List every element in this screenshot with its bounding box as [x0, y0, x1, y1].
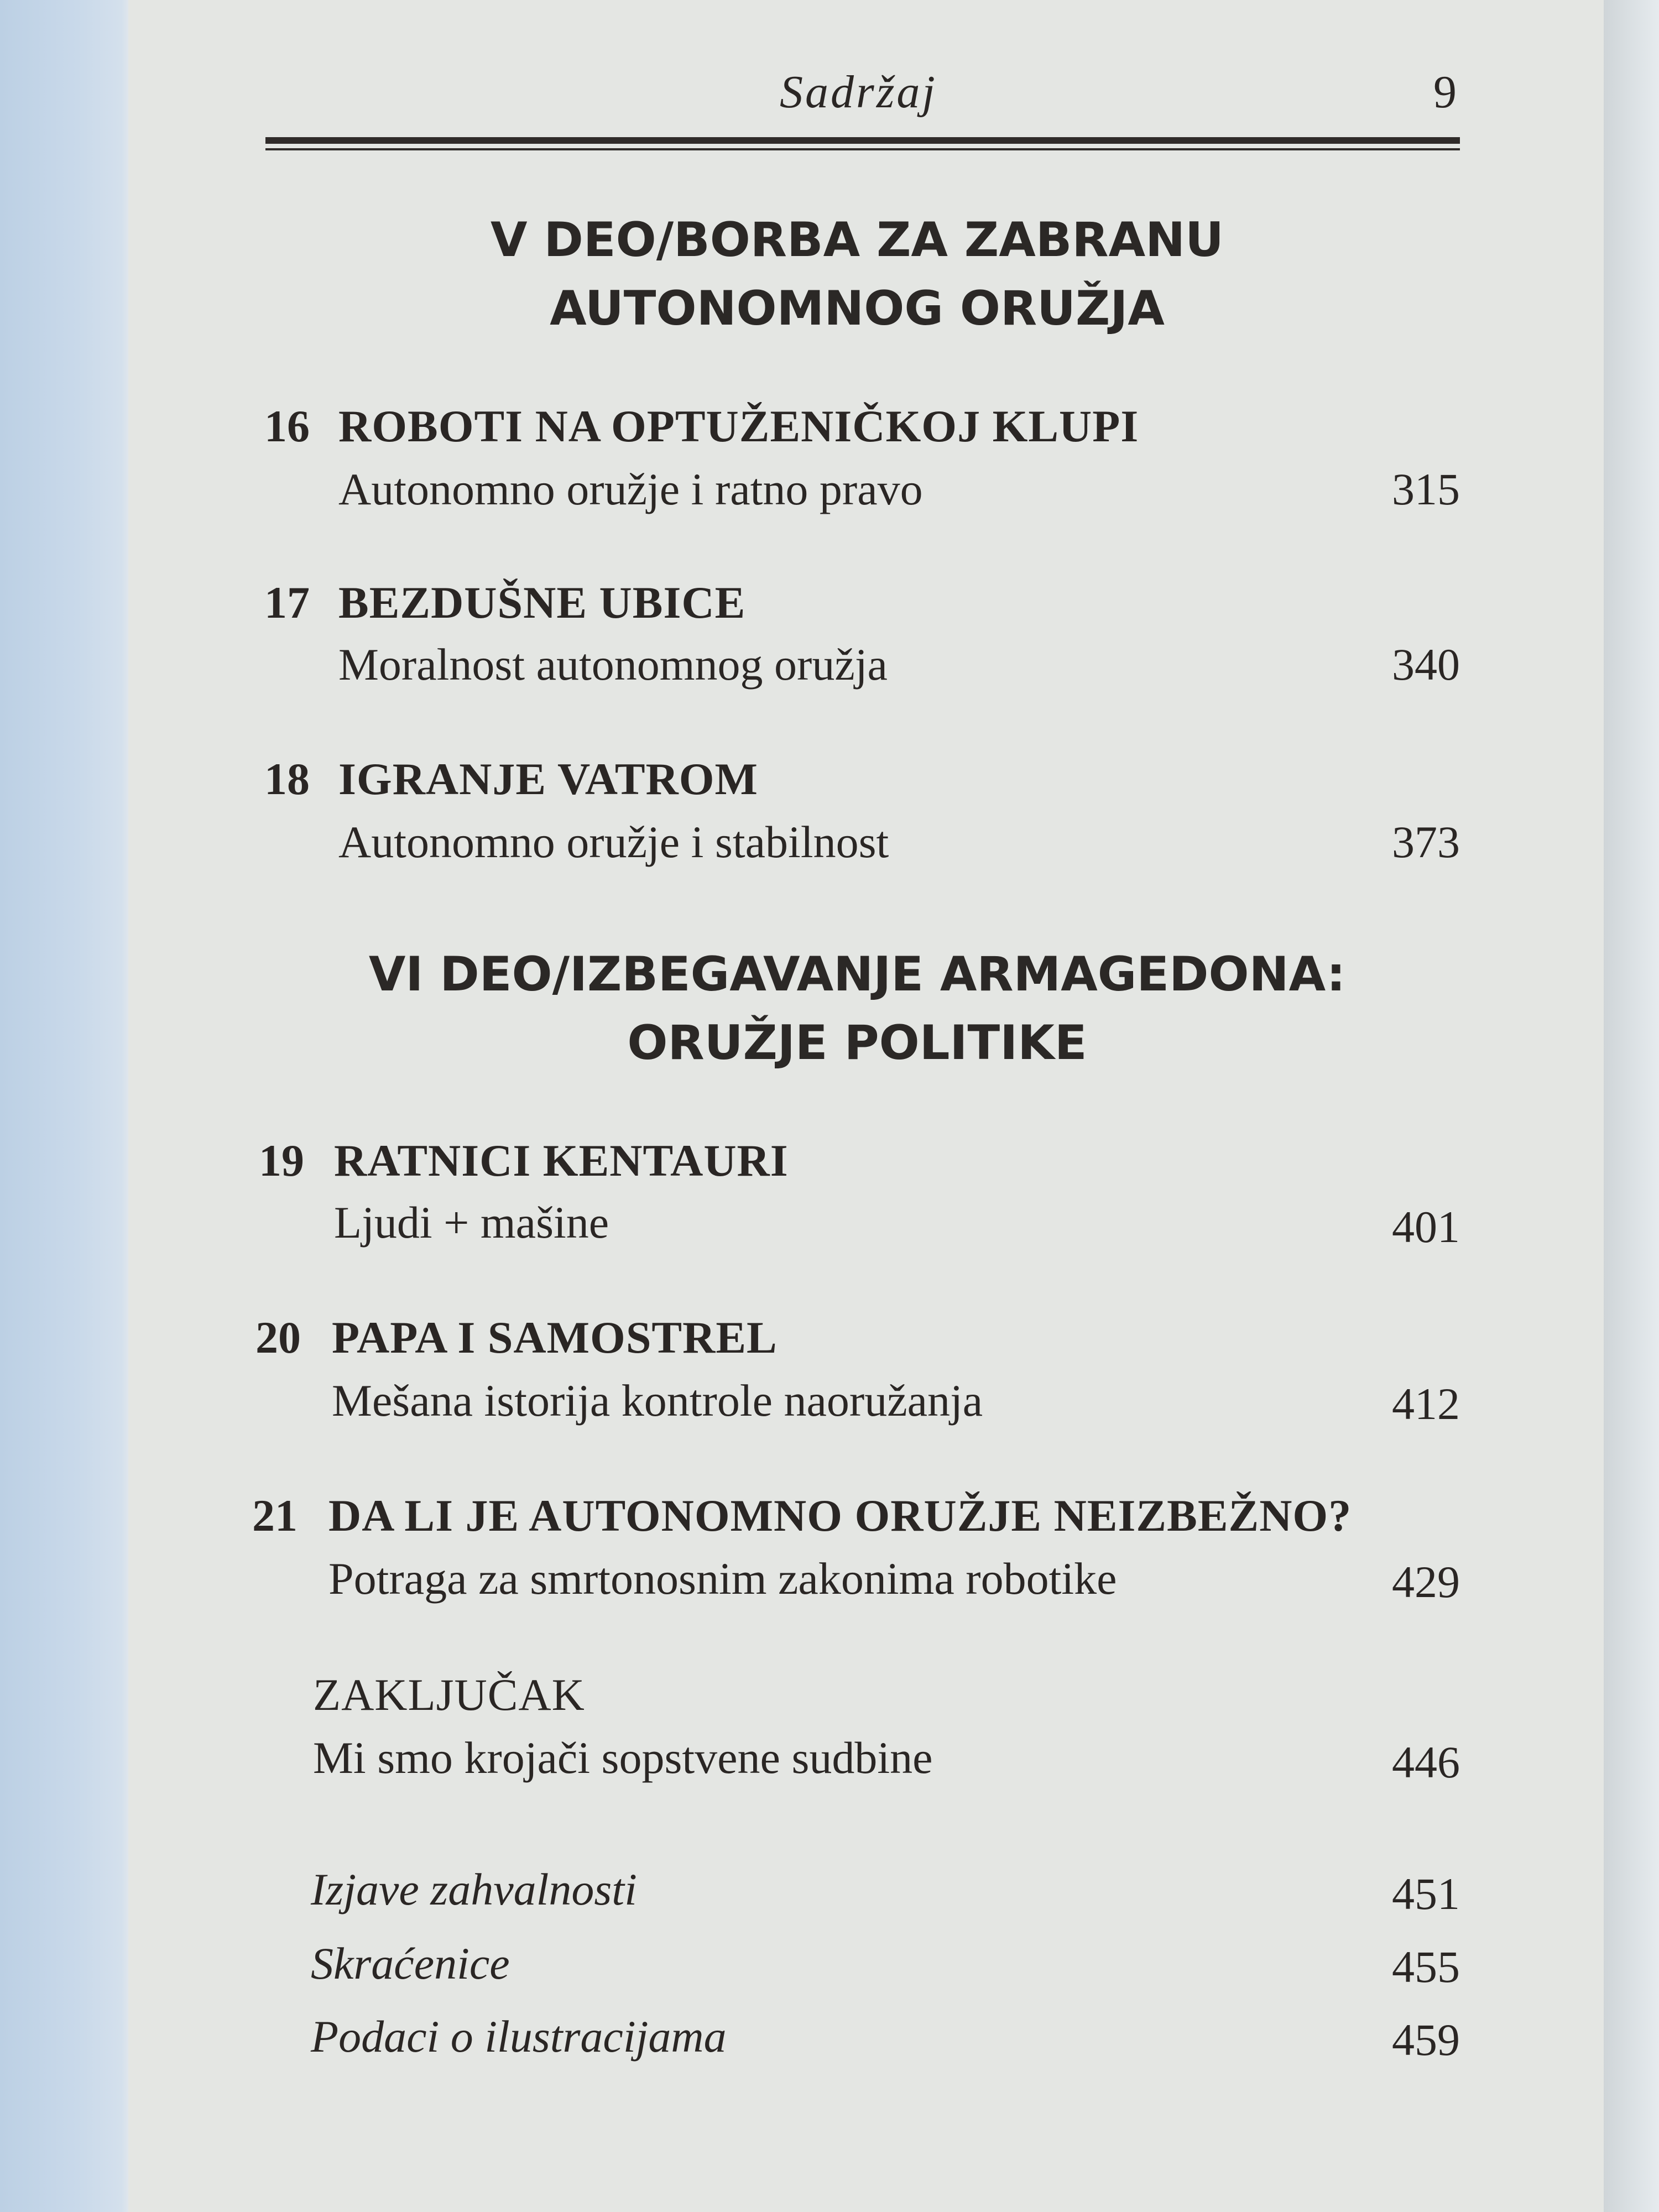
chapter-page: 315: [1392, 464, 1460, 514]
chapter-page: 429: [1392, 1557, 1460, 1607]
chapter-title: RATNICI KENTAURI: [334, 1135, 789, 1186]
part-heading: [260, 940, 1454, 1077]
back-matter-page: 459: [1392, 2015, 1460, 2065]
part-heading-line: ORUŽJE POLITIKE: [627, 1015, 1087, 1071]
part-heading-line: VI DEO/IZBEGAVANJE ARMAGEDONA:: [368, 947, 1346, 1002]
conclusion-page: 446: [1392, 1737, 1460, 1787]
back-matter-page: 451: [1392, 1869, 1460, 1919]
chapter-subtitle: Autonomno oružje i ratno pravo: [338, 464, 923, 514]
back-matter-title: Izjave zahvalnosti: [311, 1864, 637, 1914]
header-rule: [265, 137, 1460, 144]
chapter-title: DA LI JE AUTONOMNO ORUŽJE NEIZBEŽNO?: [328, 1490, 1352, 1541]
back-matter-page: 455: [1392, 1942, 1460, 1992]
chapter-subtitle: Moralnost autonomnog oružja: [338, 639, 888, 690]
chapter-number: 19: [259, 1135, 304, 1186]
chapter-number: 21: [252, 1490, 298, 1541]
part-heading: [260, 206, 1454, 343]
chapter-subtitle: Mešana istorija kontrole naoružanja: [332, 1375, 983, 1426]
back-matter-title: Podaci o ilustracijama: [311, 2011, 727, 2062]
back-matter-title: Skraćenice: [311, 1938, 510, 1989]
chapter-title: ROBOTI NA OPTUŽENIČKOJ KLUPI: [338, 401, 1139, 451]
chapter-page: 412: [1392, 1379, 1460, 1429]
chapter-title: BEZDUŠNE UBICE: [338, 577, 746, 628]
chapter-page: 340: [1392, 639, 1460, 690]
chapter-subtitle: Ljudi + mašine: [334, 1197, 609, 1248]
chapter-number: 16: [264, 401, 310, 451]
part-heading-line: AUTONOMNOG ORUŽJA: [550, 281, 1165, 336]
chapter-page: 373: [1392, 817, 1460, 867]
header-rule-thin: [265, 148, 1460, 150]
chapter-number: 18: [264, 754, 310, 804]
chapter-title: PAPA I SAMOSTREL: [332, 1312, 778, 1363]
chapter-title: IGRANJE VATROM: [338, 754, 758, 804]
part-heading-line: V DEO/BORBA ZA ZABRANU: [491, 212, 1224, 268]
chapter-subtitle: Potraga za smrtonosnim zakonima robotike: [328, 1553, 1117, 1604]
running-title: Sadržaj: [780, 66, 937, 118]
chapter-page: 401: [1392, 1202, 1460, 1252]
conclusion-title: ZAKLJUČAK: [313, 1670, 585, 1720]
conclusion-subtitle: Mi smo krojači sopstvene sudbine: [313, 1733, 933, 1783]
page-edge: [1604, 0, 1659, 2212]
chapter-number: 17: [264, 577, 310, 628]
chapter-subtitle: Autonomno oružje i stabilnost: [338, 817, 889, 867]
chapter-number: 20: [255, 1312, 301, 1363]
page-number: 9: [1433, 66, 1457, 118]
